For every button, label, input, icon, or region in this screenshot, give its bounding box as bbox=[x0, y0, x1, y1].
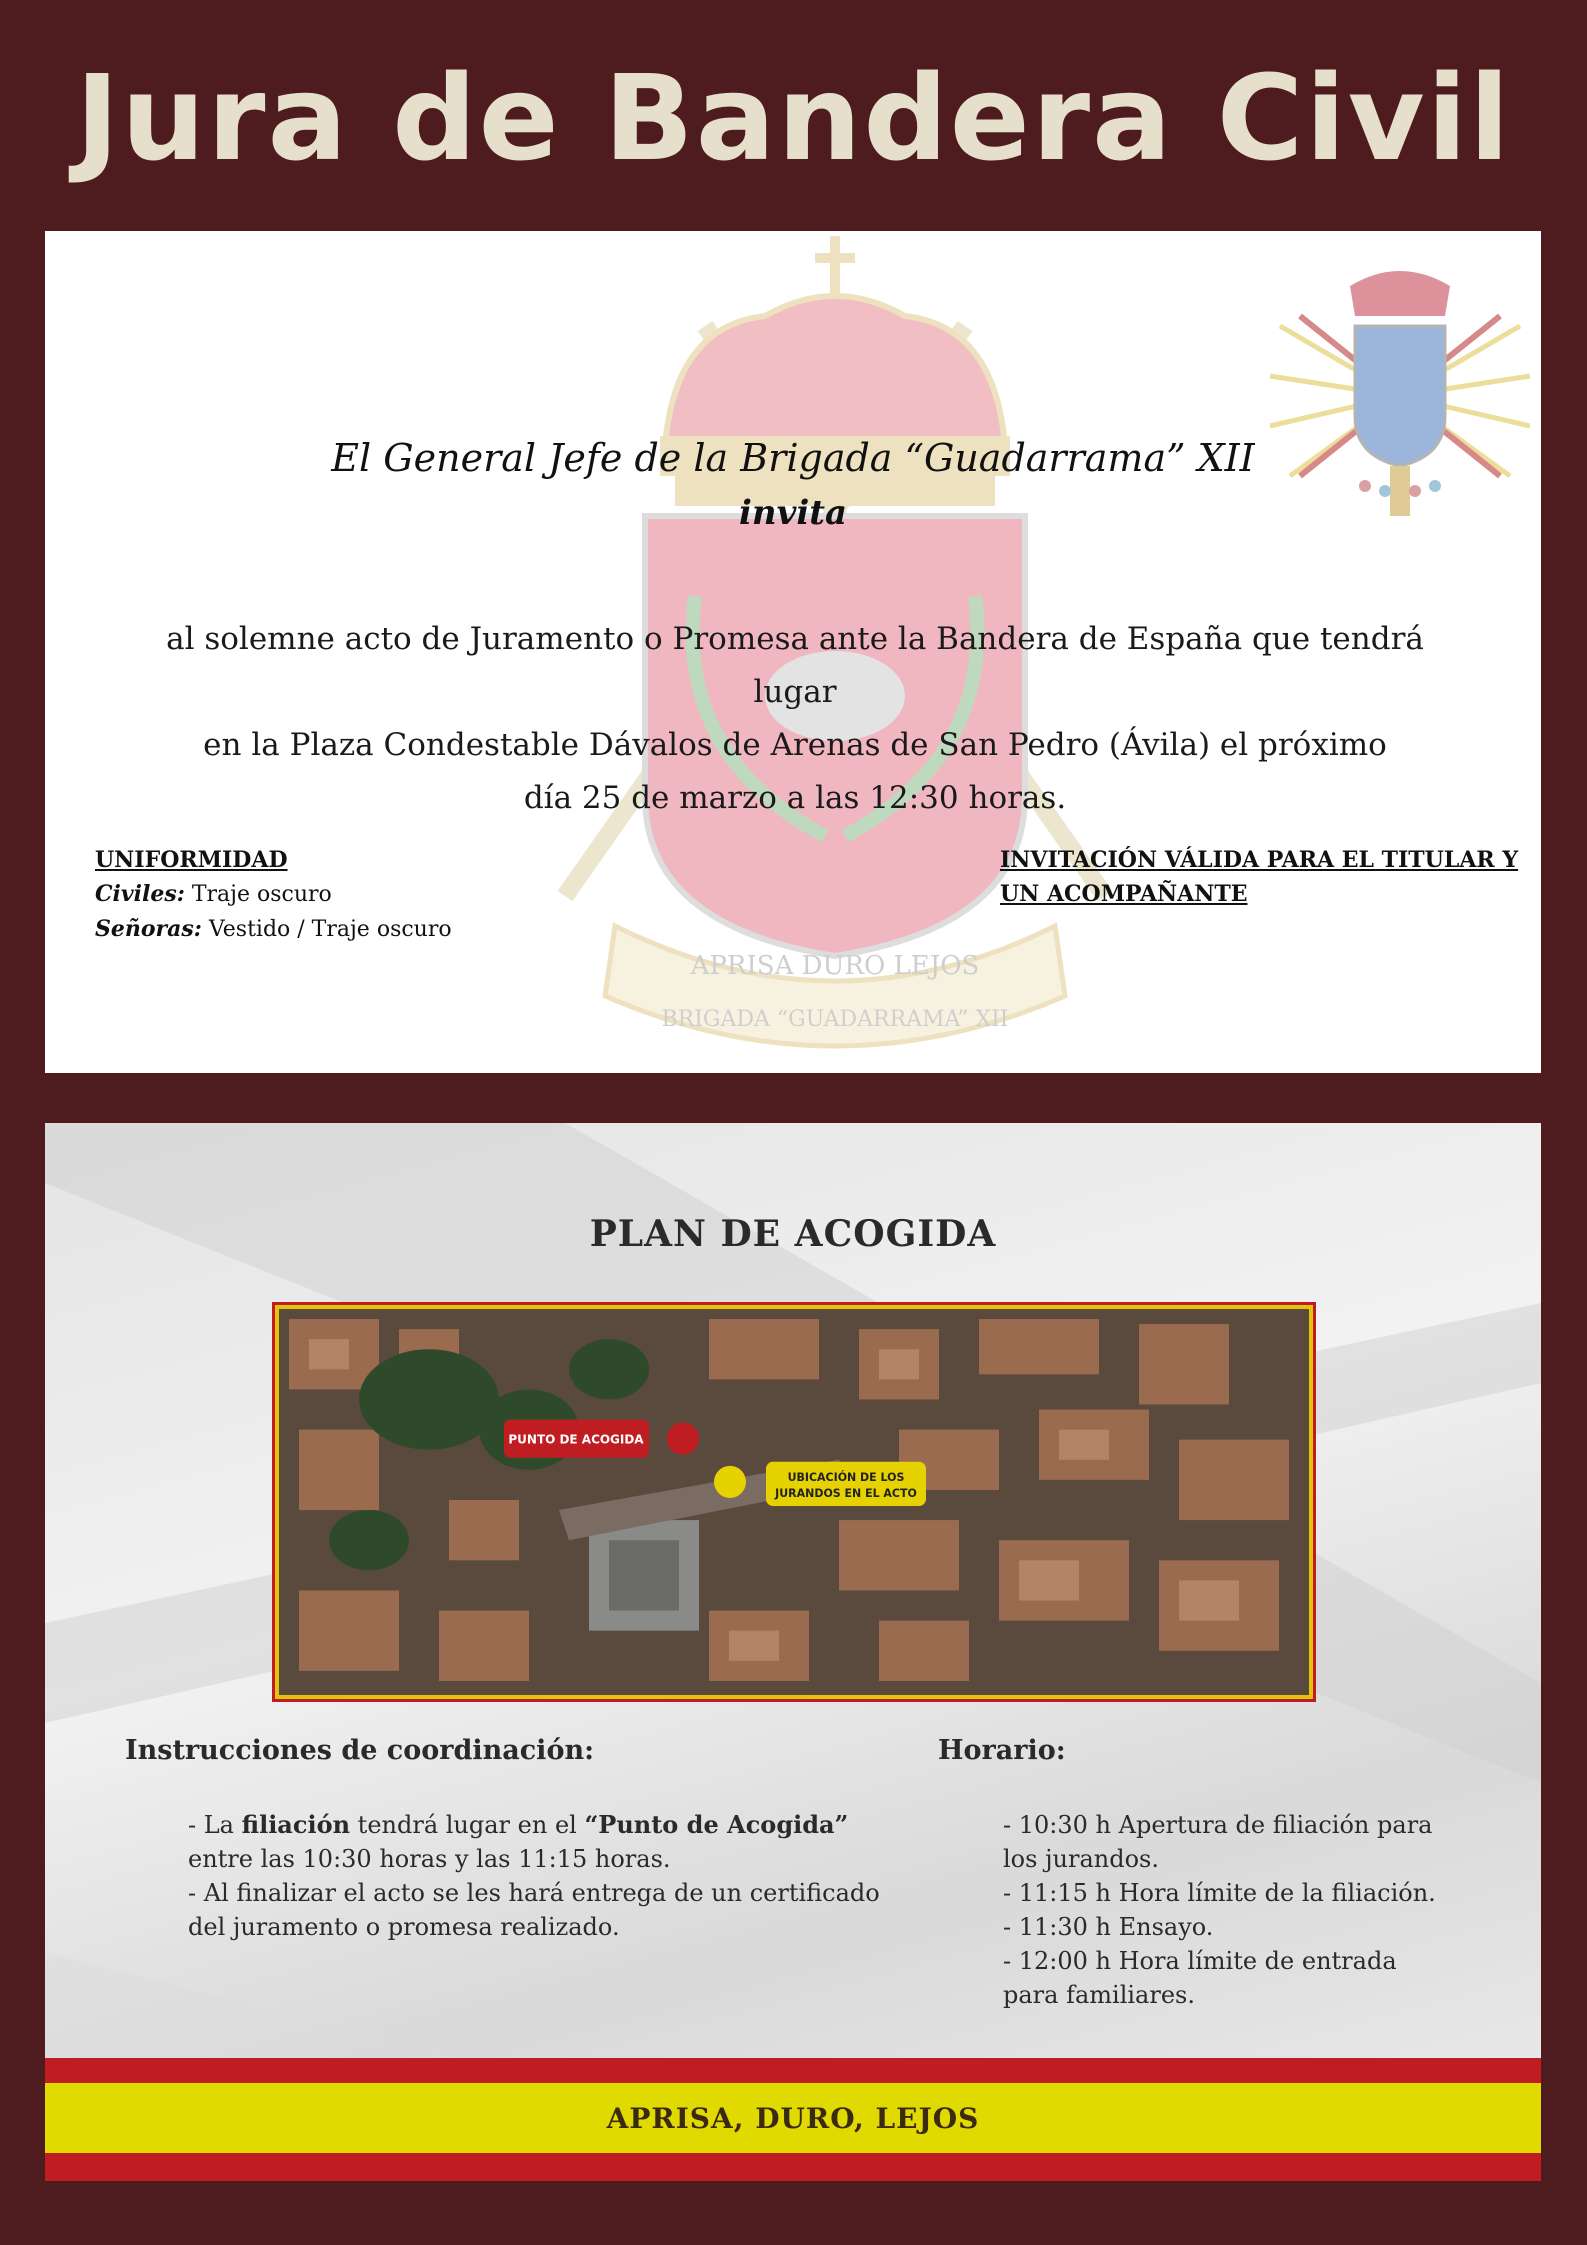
schedule-item: para familiares. bbox=[1003, 1981, 1195, 2009]
spanish-flag-banner bbox=[45, 2058, 1541, 2181]
schedule-item: - 11:15 h Hora límite de la filiación. bbox=[1003, 1879, 1436, 1907]
dress-code-heading: UNIFORMIDAD bbox=[95, 847, 288, 873]
instruction-item: entre las 10:30 horas y las 11:15 horas. bbox=[188, 1845, 671, 1873]
punto-acogida-marker bbox=[667, 1423, 699, 1455]
invitation-validity: INVITACIÓN VÁLIDA PARA EL TITULAR Y UN ACOMPAÑANTE bbox=[1000, 847, 1519, 907]
motto: APRISA, DURO, LEJOS bbox=[606, 2101, 980, 2135]
invitation-body-line: día 25 de marzo a las 12:30 horas. bbox=[523, 780, 1067, 816]
invitation-card bbox=[45, 231, 1541, 1073]
dress-code bbox=[95, 843, 452, 947]
ubicacion-label-2: JURANDOS EN EL ACTO bbox=[775, 1486, 917, 1500]
invitation-verb: invita bbox=[738, 493, 848, 533]
schedule-title: Horario: bbox=[938, 1735, 1066, 1766]
schedule-item: - 10:30 h Apertura de filiación para bbox=[1003, 1811, 1433, 1839]
schedule-item: los jurandos. bbox=[1003, 1845, 1159, 1873]
plan-title: PLAN DE ACOGIDA bbox=[589, 1213, 997, 1255]
schedule-item: - 11:30 h Ensayo. bbox=[1003, 1913, 1214, 1941]
instruction-item: del juramento o promesa realizado. bbox=[188, 1913, 620, 1941]
invitation-body-line: en la Plaza Condestable Dávalos de Arenas de San Pedro (Ávila) el próximo bbox=[203, 727, 1387, 763]
invitation-body-line: al solemne acto de Juramento o Promesa ante la Bandera de España que tendrá lugar bbox=[166, 621, 1424, 710]
dress-code-civiles: Civiles: Traje oscuro bbox=[95, 881, 332, 907]
crest-name: BRIGADA “GUADARRAMA” XII bbox=[661, 1007, 1009, 1032]
schedule-item: - 12:00 h Hora límite de entrada bbox=[1003, 1947, 1397, 1975]
flag-red-stripe bbox=[45, 2153, 1541, 2181]
aerial-map-image bbox=[279, 1309, 1309, 1695]
ubicacion-marker bbox=[714, 1466, 746, 1498]
invitation-host: El General Jefe de la Brigada “Guadarrama” XII bbox=[331, 436, 1255, 480]
invitation-body bbox=[145, 613, 1445, 825]
instruction-item: - Al finalizar el acto se les hará entrega de un certificado bbox=[188, 1879, 880, 1907]
instruction-item: - La filiación tendrá lugar en el “Punto de Acogida” bbox=[188, 1810, 849, 1839]
instructions-list bbox=[188, 1808, 928, 1944]
ubicacion-label-1: UBICACIÓN DE LOS bbox=[787, 1470, 905, 1484]
punto-acogida-label: PUNTO DE ACOGIDA bbox=[508, 1432, 644, 1447]
aerial-map bbox=[272, 1302, 1316, 1702]
welcome-plan-panel bbox=[45, 1123, 1541, 2181]
dress-code-senoras: Señoras: Vestido / Traje oscuro bbox=[95, 916, 452, 942]
schedule-list bbox=[1003, 1808, 1503, 2012]
flag-red-stripe bbox=[45, 2058, 1541, 2083]
page-title: Jura de Bandera Civil bbox=[75, 49, 1512, 187]
crest-motto: APRISA DURO LEJOS bbox=[690, 951, 980, 981]
flag-yellow-stripe bbox=[45, 2083, 1541, 2153]
instructions-title: Instrucciones de coordinación: bbox=[125, 1735, 595, 1766]
